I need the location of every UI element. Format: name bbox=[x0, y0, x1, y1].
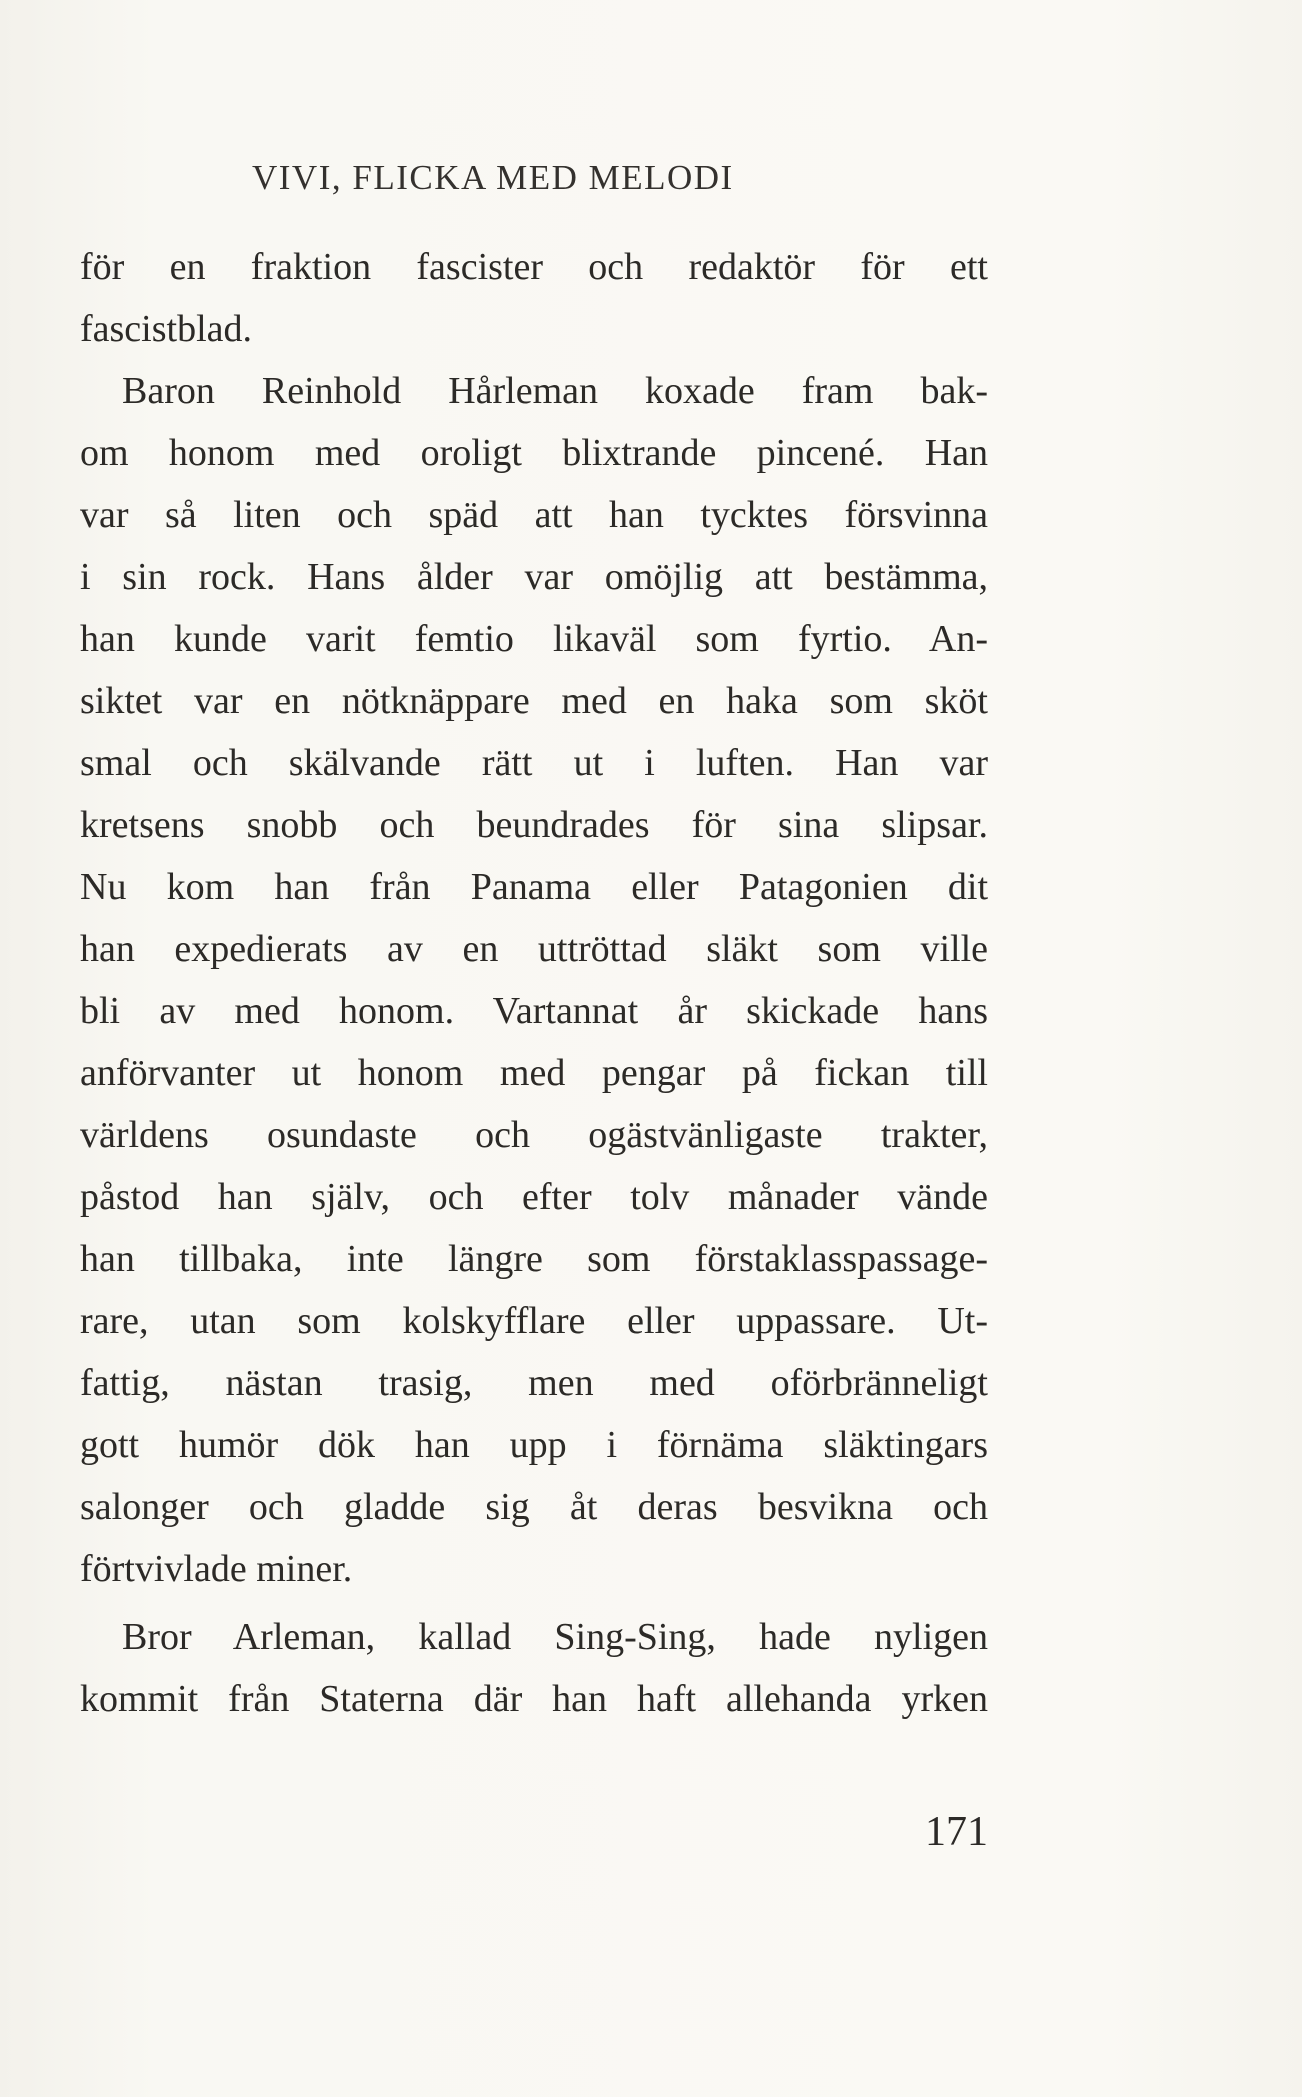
text-line: han kunde varit femtio likaväl som fyrtio. An- bbox=[80, 618, 988, 660]
text-line: för en fraktion fascister och redaktör för ett bbox=[80, 246, 988, 288]
text-line: gott humör dök han upp i förnäma släktingars bbox=[80, 1424, 988, 1466]
text-line: kommit från Staterna där han haft allehanda yrken bbox=[80, 1678, 988, 1720]
text-line: fattig, nästan trasig, men med oförbränneligt bbox=[80, 1362, 988, 1404]
paragraph-first-line: Baron Reinhold Hårleman koxade fram bak- bbox=[122, 370, 988, 412]
text-line: var så liten och späd att han tycktes försvinna bbox=[80, 494, 988, 536]
text-line: i sin rock. Hans ålder var omöjlig att bestämma, bbox=[80, 556, 988, 598]
text-line: om honom med oroligt blixtrande pincené. Han bbox=[80, 432, 988, 474]
text-line: salonger och gladde sig åt deras besvikna och bbox=[80, 1486, 988, 1528]
text-line: kretsens snobb och beundrades för sina slipsar. bbox=[80, 804, 988, 846]
text-line: världens osundaste och ogästvänligaste trakter, bbox=[80, 1114, 988, 1156]
text-line: rare, utan som kolskyfflare eller uppassare. Ut- bbox=[80, 1300, 988, 1342]
text-line: fascistblad. bbox=[80, 308, 253, 350]
text-line: bli av med honom. Vartannat år skickade hans bbox=[80, 990, 988, 1032]
page-number: 171 bbox=[925, 1809, 988, 1855]
text-line: påstod han själv, och efter tolv månader vände bbox=[80, 1176, 988, 1218]
paragraph-first-line: Bror Arleman, kallad Sing-Sing, hade nyligen bbox=[122, 1616, 988, 1658]
text-line: förtvivlade miner. bbox=[80, 1548, 353, 1590]
text-line: Nu kom han från Panama eller Patagonien dit bbox=[80, 866, 988, 908]
running-head: VIVI, FLICKA MED MELODI bbox=[252, 158, 734, 197]
text-line: smal och skälvande rätt ut i luften. Han var bbox=[80, 742, 988, 784]
text-line: anförvanter ut honom med pengar på fickan till bbox=[80, 1052, 988, 1094]
text-line: han expedierats av en uttröttad släkt som ville bbox=[80, 928, 988, 970]
text-line: han tillbaka, inte längre som förstaklasspassage- bbox=[80, 1238, 988, 1280]
text-line: siktet var en nötknäppare med en haka som sköt bbox=[80, 680, 988, 722]
